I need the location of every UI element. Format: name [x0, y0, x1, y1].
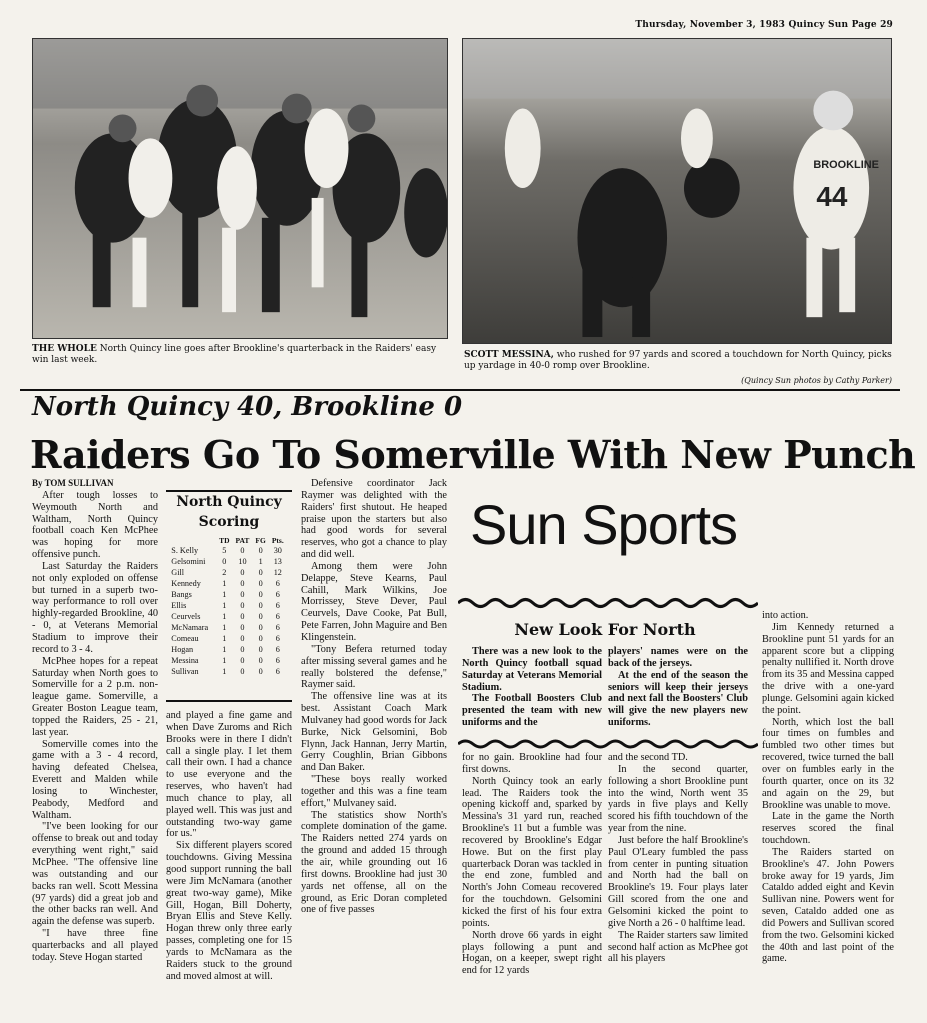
stat-value: 0	[240, 590, 245, 599]
paragraph: Six different players scored touchdowns. Giving Messina good support running the ball were Jim McNamara (another great two-way game), Mike Gill, Hogan, Bill Doherty, Bryan Ellis and Steve Kelly. Hogan threw only three early passes, completing one for 15 yards to McNamara as the Raiders stuck to the ground and moved almost at will.	[166, 840, 292, 982]
article-column-6	[762, 610, 894, 1022]
stat-value: 0	[258, 601, 263, 610]
stat-value: 1	[258, 557, 263, 566]
scoring-row	[171, 589, 286, 600]
photo-right-image	[463, 39, 891, 343]
paragraph: "I have three fine quarterbacks and all played today. Steve Hogan started	[32, 928, 158, 963]
photo-credit: (Quincy Sun photos by Cathy Parker)	[741, 376, 892, 385]
photo-right-caption-text: who rushed for 97 yards and scored a touchdown for North Quincy, picks up yardage in 40-0 romp over Brookline.	[464, 350, 892, 371]
paragraph: and played a fine game and when Dave Zuroms and Rich Brooks were in there I didn't call a single play. I let them call their own. I had a chance to use everyone and the reserves, who haven't had much chance to play, all played well. This was just and outstanding two-way game for us."	[166, 710, 292, 840]
paragraph: McPhee hopes for a repeat Saturday when North goes to Somerville for a 2 p.m. non-league game. Somerville, a Greater Boston League team, topped the Raiders, 25 - 21, last year.	[32, 655, 158, 738]
scoring-header-row	[171, 536, 286, 545]
stat-value: 0	[222, 557, 227, 566]
paragraph: Just before the half Brookline's Paul O'Leary fumbled the pass from center in punting situation and North had the ball on Brookline's 19. Four plays later Gill scored from the one and Gelsomini kicked the point to give North a 26 - 0 halftime lead.	[608, 834, 748, 929]
stat-value: 6	[275, 612, 280, 621]
player-name: S. Kelly	[171, 546, 199, 555]
paragraph: The statistics show North's complete domination of the game. The Raiders netted 274 yards on the ground and added 15 through the air, while grounding out 16 first downs. Brookline had just 30 yards net offense, all on the ground, as Eric Doran completed one of five passes	[301, 809, 447, 916]
stat-value: 0	[258, 656, 263, 665]
scoring-title	[166, 492, 292, 532]
player-name: Gill	[171, 568, 185, 577]
paragraph: The Raider starters saw limited second half action as McPhee got all his players	[608, 929, 748, 965]
stat-value: 0	[240, 656, 245, 665]
paragraph: Somerville comes into the game with a 3 - 4 record, having defeated Chelsea, Everett and Malden while losing to Winchester, Peabody, Medford and Waltham.	[32, 738, 158, 821]
stat-value: 12	[273, 568, 282, 577]
stat-value: 0	[258, 590, 263, 599]
stat-value: 0	[240, 645, 245, 654]
player-name: Bangs	[171, 590, 192, 599]
scoring-col-header: PAT	[235, 536, 250, 545]
stat-value: 1	[222, 590, 227, 599]
stat-value: 6	[275, 590, 280, 599]
wave-divider	[458, 596, 758, 610]
scoring-table	[171, 536, 286, 677]
player-name: Ceurvels	[171, 612, 201, 621]
scoring-col-header: TD	[219, 536, 230, 545]
scoring-row	[171, 600, 286, 611]
stat-value: 0	[240, 634, 245, 643]
stat-value: 0	[258, 645, 263, 654]
paragraph: In the second quarter, following a short Brookline punt into the wind, North went 35 yards in five plays and Kelly scored his fifth touchdown of the year from the nine.	[608, 763, 748, 835]
wave-divider-lower	[458, 738, 758, 750]
stat-value: 0	[258, 667, 263, 676]
scoring-row	[171, 666, 286, 677]
player-name: Hogan	[171, 645, 194, 654]
stat-value: 1	[222, 656, 227, 665]
scoring-row	[171, 622, 286, 633]
stat-value: 6	[275, 656, 280, 665]
paragraph: Jim Kennedy returned a Brookline punt 51 yards for an apparent score but a clipping penalty nullified it. North drove from its 35 and Messina capped the drive with a one-yard plunge. Gelsomini again kicked the point.	[762, 621, 894, 716]
scoring-row	[171, 644, 286, 655]
stat-value: 0	[258, 546, 263, 555]
photo-left-caption-text: North Quincy line goes after Brookline's quarterback in the Raiders' easy win last week.	[32, 344, 437, 365]
main-headline: Raiders Go To Somerville With New Punch	[30, 432, 916, 477]
player-name: Ellis	[171, 601, 187, 610]
byline: By TOM SULLIVAN	[32, 478, 114, 488]
paragraph: The offensive line was at its best. Assistant Coach Mark Mulvaney had good words for Jack Burke, Nick Gelsomini, Bob Flynn, Jack Hannan, Jerry Martin, Gerry Coughlin, Brian Gibbons and Dan Baker.	[301, 691, 447, 774]
player-name: Comeau	[171, 634, 199, 643]
stat-value: 0	[240, 579, 245, 588]
paragraph: After tough losses to Weymouth North and Waltham, North Quincy football coach Ken McPhee was hoping for more offensive punch.	[32, 489, 158, 561]
scoring-col-header	[171, 536, 216, 545]
scoring-row	[171, 633, 286, 644]
stat-value: 0	[240, 601, 245, 610]
scoring-row	[171, 611, 286, 622]
photo-left-image	[33, 39, 447, 338]
article-column-2	[166, 710, 292, 1022]
scoring-table-body	[171, 545, 286, 677]
stat-value: 1	[222, 579, 227, 588]
stat-value: 0	[258, 579, 263, 588]
photo-scott-messina	[462, 38, 892, 344]
stat-value: 2	[222, 568, 227, 577]
stat-value: 1	[222, 623, 227, 632]
stat-value: 0	[240, 546, 245, 555]
paragraph: for no gain. Brookline had four first downs.	[462, 752, 602, 775]
scoring-row	[171, 545, 286, 556]
stat-value: 0	[240, 612, 245, 621]
paragraph: North, which lost the ball four times on fumbles and fumbled two other times but recovered, twice turned the ball over on fumbles early in the fourth quarter, once on its 32 and again on the 29, but Brookline was unable to move.	[762, 716, 894, 811]
stat-value: 1	[222, 601, 227, 610]
stat-value: 0	[240, 667, 245, 676]
scoring-row	[171, 655, 286, 666]
stat-value: 6	[275, 601, 280, 610]
scoring-row	[171, 578, 286, 589]
stat-value: 0	[258, 612, 263, 621]
paragraph: into action.	[762, 610, 809, 621]
photo-north-quincy-line	[32, 38, 448, 339]
photo-right-caption-lead: SCOTT MESSINA,	[464, 350, 554, 360]
player-name: McNamara	[171, 623, 209, 632]
new-look-column-b	[608, 646, 748, 738]
article-column-4	[462, 752, 602, 1022]
paragraph: At the end of the season the seniors will keep their jerseys and next fall the Boosters' Club will give the new players new uniforms.	[608, 669, 748, 729]
stat-value: 6	[275, 667, 280, 676]
paragraph: The Raiders started on Brookline's 47. John Powers broke away for 19 yards, Jim Cataldo added eight and Kevin Sullivan nine. Powers went for seven, Cataldo added one as did Powers and Sullivan scored from the two. Gelsomini kicked the 40th and last point of the game.	[762, 846, 894, 965]
scoring-col-header: Pts.	[271, 536, 284, 545]
paragraph: Late in the game the North reserves scored the final touchdown.	[762, 811, 894, 847]
sun-sports-logo: Sun Sports	[470, 493, 738, 556]
paragraph: and the second TD.	[608, 752, 688, 763]
stat-value: 5	[222, 546, 227, 555]
stat-value: 0	[258, 623, 263, 632]
stat-value: 0	[258, 568, 263, 577]
article-column-3	[301, 478, 447, 1022]
stat-value: 0	[240, 568, 245, 577]
kicker-score: North Quincy 40, Brookline 0	[32, 392, 463, 422]
paragraph: Among them were John Delappe, Steve Kearns, Paul Cahill, Mark Wilkins, Joe Morrissey, Steve Dever, Paul Ceurvels, Dave Cooke, Pat Bull, Pete Farren, John Maguire and Ben Klingenstein.	[301, 560, 447, 643]
scoring-row	[171, 556, 286, 567]
new-look-title: New Look For North	[514, 620, 696, 639]
player-name: Gelsomini	[171, 557, 206, 566]
page-header: Thursday, November 3, 1983 Quincy Sun Page 29	[635, 20, 893, 30]
paragraph: The Football Boosters Club presented the team with new uniforms and the	[462, 693, 602, 729]
stat-value: 1	[222, 612, 227, 621]
stat-value: 13	[273, 557, 282, 566]
stat-value: 6	[275, 634, 280, 643]
stat-value: 0	[240, 623, 245, 632]
paragraph: There was a new look to the North Quincy football squad Saturday at Veterans Memorial Stadium.	[462, 646, 602, 693]
scoring-box	[166, 490, 292, 702]
paragraph: "I've been looking for our offense to break out and today everything went right," said McPhee. "The offensive line was outstanding and our backs ran well. Scott Messina (97 yards) did a great job and the other backs ran well. And again the defense was superb.	[32, 821, 158, 928]
paragraph: Last Saturday the Raiders not only exploded on offense but turned in a superb two-way performance to roll over highly-regarded Brookline, 40 - 0, at Veterans Memorial Stadium to improve their record to 3 - 4.	[32, 560, 158, 655]
paragraph: North drove 66 yards in eight plays following a punt and Hogan, on a keeper, swept right end for 12 yards	[462, 929, 602, 977]
scoring-col-header: FG	[255, 536, 266, 545]
photo-left-caption	[32, 344, 448, 366]
stat-value: 1	[222, 634, 227, 643]
paragraph: "These boys really worked together and this was a fine team effort," Mulvaney said.	[301, 774, 447, 809]
photo-left-caption-lead: THE WHOLE	[32, 344, 97, 354]
player-name: Kennedy	[171, 579, 201, 588]
player-name: Sullivan	[171, 667, 199, 676]
stat-value: 6	[275, 645, 280, 654]
player-name: Messina	[171, 656, 199, 665]
stat-value: 1	[222, 667, 227, 676]
top-rule	[20, 389, 900, 391]
jersey-text: BROOKLINE	[813, 159, 879, 172]
stat-value: 6	[275, 623, 280, 632]
stat-value: 30	[273, 546, 282, 555]
article-column-5	[608, 752, 748, 1022]
scoring-title-line1: North Quincy	[176, 494, 282, 510]
stat-value: 6	[275, 579, 280, 588]
stat-value: 1	[222, 645, 227, 654]
new-look-column-a	[462, 646, 602, 738]
photo-right-caption	[464, 350, 892, 372]
paragraph: players' names were on the back of the jerseys.	[608, 646, 748, 669]
stat-value: 10	[238, 557, 247, 566]
paragraph: "Tony Befera returned today after missing several games and he really bolstered the defense," Raymer said.	[301, 643, 447, 691]
stat-value: 0	[258, 634, 263, 643]
paragraph: North Quincy took an early lead. The Raiders took the opening kickoff and, sparked by Messina's 31 yard run, reached Brookline's 11 but a fumble was recovered by Brookline's Edgar Howe. But on the first play quarterback Doran was tackled in the end zone, fumbled and North's John Comeau recovered for the touchdown. Gelsomini kicked the first of his four extra points.	[462, 775, 602, 929]
scoring-title-line2: Scoring	[198, 514, 260, 530]
article-column-1	[32, 478, 158, 1022]
scoring-row	[171, 567, 286, 578]
jersey-number: 44	[816, 180, 848, 212]
paragraph: Defensive coordinator Jack Raymer was delighted with the Raiders' first shutout. He heaped praise upon the starters but also had good words for several reserves, who got a chance to play and did well.	[301, 478, 447, 561]
